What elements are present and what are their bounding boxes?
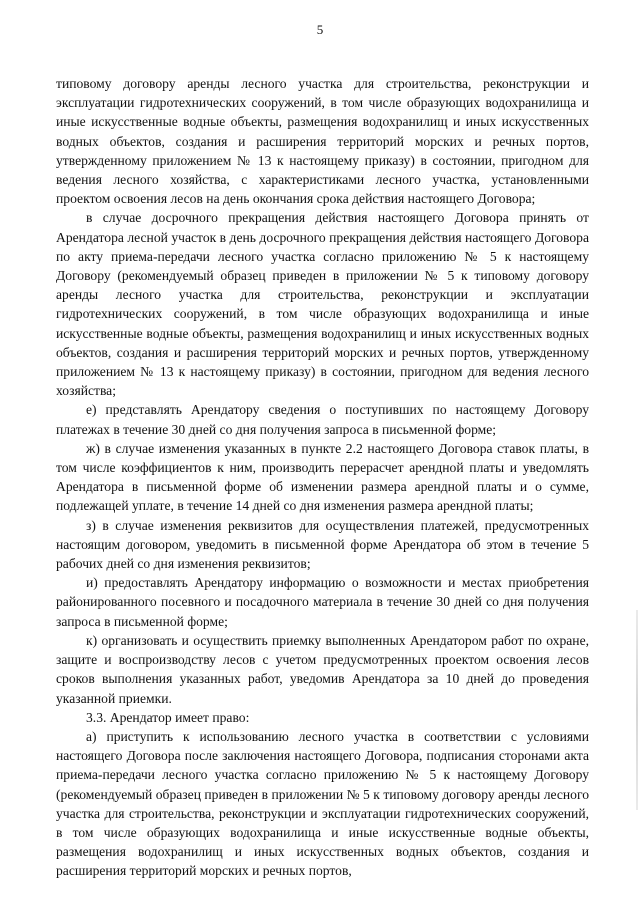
paragraph-e: е) представлять Арендатору сведения о поступивших по настоящему Договору платежах в течение 30 дней со дня получения запроса в письменной форме; (56, 402, 589, 437)
page-number: 5 (316, 22, 324, 37)
paragraph-z: з) в случае изменения реквизитов для осуществления платежей, предусмотренных настоящим договором, уведомить в письменной форме Арендатора об этом в течение 5 рабочих дней со дня изменения реквизитов; (56, 517, 589, 572)
paragraph-early-termination: в случае досрочного прекращения действия настоящего Договора принять от Арендатора лесной участок в день досрочного прекращения действия настоящего Договора по акту приема-передачи лесного участка согласно приложению № 5 к настоящему Договору (рекомендуемый образец приведен в приложении № 5 к типовому договору аренды лесного участка для строительства, реконструкции и эксплуатации гидротехнических сооружений, в том числе образующих водохранилища и иные искусственные водные объекты, размещения водохранилищ и иных искусственных водных объектов, создания и расширения территорий морских и речных портов, утвержденному приложением № 13 к настоящему приказу) в состоянии, пригодном для ведения лесного хозяйства; (56, 210, 589, 399)
document-body (56, 74, 589, 881)
paragraph-a: а) приступить к использованию лесного участка в соответствии с условиями настоящего Договора после заключения настоящего Договора, подписания сторонами акта приема-передачи лесного участка согласно приложению № 5 к настоящему Договору (рекомендуемый образец приведен в приложении № 5 к типовому договору аренды лесного участка для строительства, реконструкции и эксплуатации гидротехнических сооружений, в том числе образующих водохранилища и иные искусственные водные объекты, размещения водохранилищ и иных искусственных водных объектов, создания и расширения территорий морских и речных портов, (56, 728, 589, 879)
paragraph-zh: ж) в случае изменения указанных в пункте 2.2 настоящего Договора ставок платы, в том числе коэффициентов к ним, производить перерасчет арендной платы и уведомлять Арендатора в письменной форме об изменении размера арендной платы и о сумме, подлежащей уплате, в течение 14 дней со дня изменения размера арендной платы; (56, 440, 589, 514)
paragraph-continuation: типовому договору аренды лесного участка для строительства, реконструкции и эксплуатации гидротехнических сооружений, в том числе образующих водохранилища и иные искусственные водные объекты, размещения водохранилищ и иных искусственных водных объектов, создания и расширения территорий морских и речных портов, утвержденному приложением № 13 к настоящему приказу) в состоянии, пригодном для ведения лесного хозяйства, с характеристиками лесного участка, установленными проектом освоения лесов на день окончания срока действия настоящего Договора; (56, 76, 589, 207)
paragraph-k: к) организовать и осуществить приемку выполненных Арендатором работ по охране, защите и воспроизводству лесов с учетом предусмотренных проектом освоения лесов сроков выполнения указанных работ, уведомив Арендатора за 10 дней до проведения указанной приемки. (56, 632, 589, 706)
section-heading-3-3: 3.3. Арендатор имеет право: (86, 709, 250, 725)
paragraph-i: и) предоставлять Арендатору информацию о возможности и местах приобретения районированного посевного и посадочного материала в течение 30 дней со дня получения запроса в письменной форме; (56, 575, 589, 629)
scan-edge-mark (636, 610, 638, 810)
